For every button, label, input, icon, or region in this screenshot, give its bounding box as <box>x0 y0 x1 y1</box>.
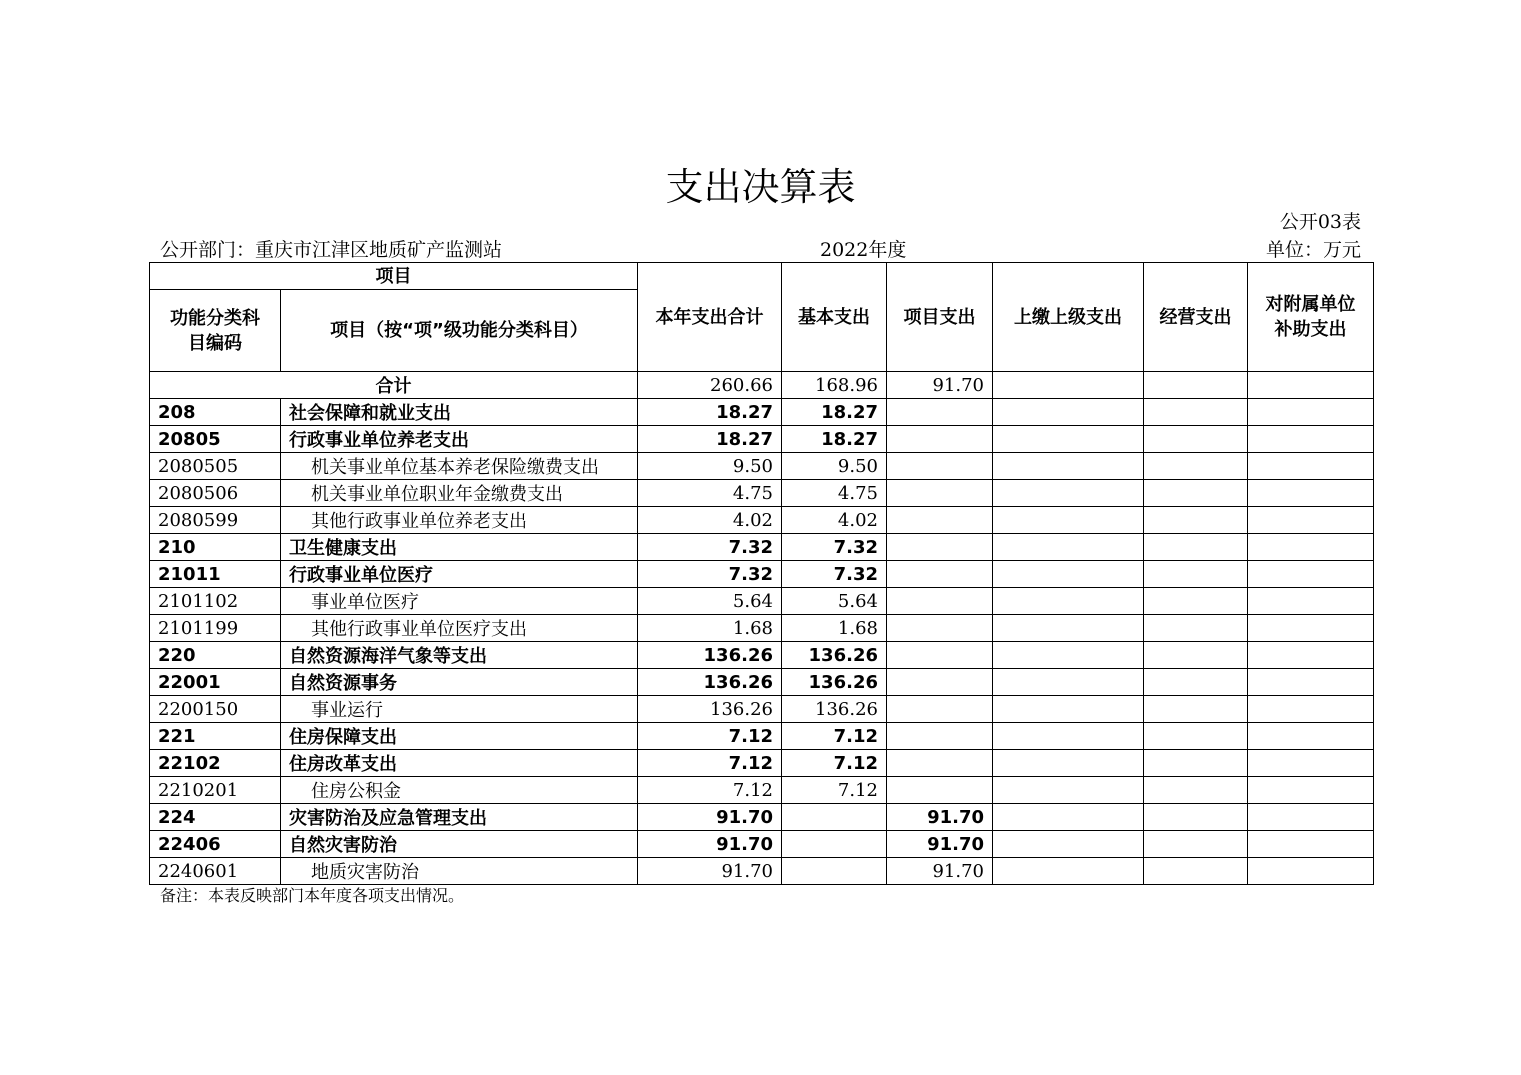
table-row <box>150 669 1374 696</box>
total-label: 合计 <box>150 372 638 399</box>
total-row <box>150 372 1374 399</box>
cell-code: 22001 <box>150 669 281 696</box>
cell-item-name: 自然资源事务 <box>281 669 638 696</box>
header-total: 本年支出合计 <box>638 263 782 372</box>
cell-subsidy <box>1248 588 1374 615</box>
cell-total: 7.12 <box>638 750 782 777</box>
cell-item-name: 社会保障和就业支出 <box>281 399 638 426</box>
cell-item-name: 事业单位医疗 <box>281 588 638 615</box>
cell-code: 2080505 <box>150 453 281 480</box>
cell-upper <box>993 588 1144 615</box>
cell-project <box>887 750 993 777</box>
year-label: 2022年度 <box>820 239 907 261</box>
cell-basic: 18.27 <box>782 399 887 426</box>
table-row <box>150 804 1374 831</box>
cell-code: 224 <box>150 804 281 831</box>
cell-subsidy <box>1248 669 1374 696</box>
cell-project <box>887 453 993 480</box>
cell-basic: 7.12 <box>782 723 887 750</box>
table-row <box>150 615 1374 642</box>
cell-code: 2200150 <box>150 696 281 723</box>
cell-subsidy <box>1248 723 1374 750</box>
cell-total: 136.26 <box>638 696 782 723</box>
cell-business <box>1144 588 1248 615</box>
table-row <box>150 831 1374 858</box>
header-basic: 基本支出 <box>782 263 887 372</box>
cell-project <box>887 399 993 426</box>
cell-total: 91.70 <box>638 858 782 885</box>
cell-subsidy <box>1248 480 1374 507</box>
cell-total: 4.02 <box>638 507 782 534</box>
cell-upper <box>993 777 1144 804</box>
cell-upper <box>993 399 1144 426</box>
header-business: 经营支出 <box>1144 263 1248 372</box>
cell-basic: 7.12 <box>782 750 887 777</box>
cell-total: 136.26 <box>638 642 782 669</box>
cell-basic: 136.26 <box>782 642 887 669</box>
total-basic: 168.96 <box>782 372 887 399</box>
cell-total: 18.27 <box>638 426 782 453</box>
cell-project <box>887 480 993 507</box>
cell-item-name: 住房公积金 <box>281 777 638 804</box>
cell-code: 2080599 <box>150 507 281 534</box>
cell-total: 18.27 <box>638 399 782 426</box>
cell-code: 2101199 <box>150 615 281 642</box>
cell-upper <box>993 561 1144 588</box>
table-row <box>150 561 1374 588</box>
cell-subsidy <box>1248 534 1374 561</box>
cell-item-name: 行政事业单位养老支出 <box>281 426 638 453</box>
table-row <box>150 696 1374 723</box>
cell-subsidy <box>1248 615 1374 642</box>
cell-total: 7.32 <box>638 534 782 561</box>
cell-basic: 4.02 <box>782 507 887 534</box>
cell-upper <box>993 750 1144 777</box>
cell-project: 91.70 <box>887 804 993 831</box>
cell-total: 136.26 <box>638 669 782 696</box>
cell-upper <box>993 426 1144 453</box>
table-row <box>150 723 1374 750</box>
cell-total: 1.68 <box>638 615 782 642</box>
cell-item-name: 灾害防治及应急管理支出 <box>281 804 638 831</box>
cell-business <box>1144 615 1248 642</box>
cell-project <box>887 696 993 723</box>
cell-code: 220 <box>150 642 281 669</box>
header-subsidy: 对附属单位补助支出 <box>1248 263 1374 372</box>
cell-item-name: 事业运行 <box>281 696 638 723</box>
cell-subsidy <box>1248 561 1374 588</box>
cell-subsidy <box>1248 453 1374 480</box>
cell-business <box>1144 453 1248 480</box>
cell-subsidy <box>1248 804 1374 831</box>
cell-business <box>1144 507 1248 534</box>
cell-upper <box>993 831 1144 858</box>
cell-total: 5.64 <box>638 588 782 615</box>
cell-item-name: 住房保障支出 <box>281 723 638 750</box>
cell-basic: 9.50 <box>782 453 887 480</box>
table-row <box>150 777 1374 804</box>
cell-total: 7.12 <box>638 723 782 750</box>
cell-total: 7.12 <box>638 777 782 804</box>
cell-upper <box>993 696 1144 723</box>
cell-subsidy <box>1248 426 1374 453</box>
cell-business <box>1144 750 1248 777</box>
cell-basic: 5.64 <box>782 588 887 615</box>
header-item-name: 项目（按“项”级功能分类科目） <box>281 290 638 372</box>
footnote: 备注：本表反映部门本年度各项支出情况。 <box>160 886 465 905</box>
cell-code: 22102 <box>150 750 281 777</box>
unit-label: 单位：万元 <box>1265 239 1361 261</box>
cell-business <box>1144 831 1248 858</box>
cell-upper <box>993 480 1144 507</box>
cell-project: 91.70 <box>887 831 993 858</box>
cell-upper <box>993 507 1144 534</box>
cell-code: 210 <box>150 534 281 561</box>
header-item-group: 项目 <box>150 263 638 290</box>
cell-project <box>887 777 993 804</box>
table-row <box>150 750 1374 777</box>
cell-upper <box>993 534 1144 561</box>
header-code: 功能分类科目编码 <box>150 290 281 372</box>
table-row <box>150 480 1374 507</box>
cell-total: 91.70 <box>638 804 782 831</box>
cell-total: 4.75 <box>638 480 782 507</box>
table-row <box>150 453 1374 480</box>
cell-total: 9.50 <box>638 453 782 480</box>
cell-project <box>887 615 993 642</box>
cell-basic: 18.27 <box>782 426 887 453</box>
cell-business <box>1144 723 1248 750</box>
cell-item-name: 机关事业单位职业年金缴费支出 <box>281 480 638 507</box>
cell-basic <box>782 804 887 831</box>
cell-code: 2240601 <box>150 858 281 885</box>
cell-code: 208 <box>150 399 281 426</box>
form-number: 公开03表 <box>1279 211 1361 233</box>
cell-code: 2101102 <box>150 588 281 615</box>
cell-business <box>1144 642 1248 669</box>
cell-subsidy <box>1248 777 1374 804</box>
cell-basic: 1.68 <box>782 615 887 642</box>
cell-code: 22406 <box>150 831 281 858</box>
cell-subsidy <box>1248 696 1374 723</box>
cell-project <box>887 534 993 561</box>
cell-basic: 136.26 <box>782 696 887 723</box>
cell-business <box>1144 561 1248 588</box>
cell-business <box>1144 399 1248 426</box>
cell-basic: 4.75 <box>782 480 887 507</box>
cell-basic <box>782 831 887 858</box>
cell-total: 91.70 <box>638 831 782 858</box>
cell-upper <box>993 642 1144 669</box>
cell-project <box>887 588 993 615</box>
cell-upper <box>993 804 1144 831</box>
cell-code: 221 <box>150 723 281 750</box>
cell-item-name: 机关事业单位基本养老保险缴费支出 <box>281 453 638 480</box>
cell-subsidy <box>1248 750 1374 777</box>
cell-code: 21011 <box>150 561 281 588</box>
cell-business <box>1144 696 1248 723</box>
table-row <box>150 588 1374 615</box>
cell-project <box>887 723 993 750</box>
cell-item-name: 其他行政事业单位养老支出 <box>281 507 638 534</box>
header-upper: 上缴上级支出 <box>993 263 1144 372</box>
cell-upper <box>993 723 1144 750</box>
expenditure-table <box>149 262 1374 885</box>
cell-code: 20805 <box>150 426 281 453</box>
cell-item-name: 住房改革支出 <box>281 750 638 777</box>
cell-business <box>1144 426 1248 453</box>
department-label: 公开部门：重庆市江津区地质矿产监测站 <box>160 239 503 261</box>
table-row <box>150 507 1374 534</box>
cell-business <box>1144 534 1248 561</box>
cell-item-name: 行政事业单位医疗 <box>281 561 638 588</box>
cell-business <box>1144 804 1248 831</box>
cell-item-name: 地质灾害防治 <box>281 858 638 885</box>
cell-item-name: 自然资源海洋气象等支出 <box>281 642 638 669</box>
cell-basic <box>782 858 887 885</box>
cell-item-name: 自然灾害防治 <box>281 831 638 858</box>
cell-subsidy <box>1248 507 1374 534</box>
table-row <box>150 399 1374 426</box>
cell-item-name: 其他行政事业单位医疗支出 <box>281 615 638 642</box>
page-title: 支出决算表 <box>665 165 856 209</box>
cell-upper <box>993 615 1144 642</box>
cell-subsidy <box>1248 858 1374 885</box>
cell-code: 2080506 <box>150 480 281 507</box>
cell-subsidy <box>1248 399 1374 426</box>
cell-business <box>1144 777 1248 804</box>
total-amount: 260.66 <box>638 372 782 399</box>
cell-business <box>1144 858 1248 885</box>
header-project: 项目支出 <box>887 263 993 372</box>
cell-basic: 136.26 <box>782 669 887 696</box>
table-row <box>150 534 1374 561</box>
cell-subsidy <box>1248 831 1374 858</box>
cell-project <box>887 669 993 696</box>
cell-basic: 7.12 <box>782 777 887 804</box>
table-row <box>150 858 1374 885</box>
cell-basic: 7.32 <box>782 561 887 588</box>
cell-project: 91.70 <box>887 858 993 885</box>
total-project: 91.70 <box>887 372 993 399</box>
cell-project <box>887 561 993 588</box>
cell-upper <box>993 453 1144 480</box>
total-business <box>1144 372 1248 399</box>
cell-subsidy <box>1248 642 1374 669</box>
cell-project <box>887 642 993 669</box>
table-row <box>150 642 1374 669</box>
cell-project <box>887 507 993 534</box>
total-upper <box>993 372 1144 399</box>
cell-business <box>1144 669 1248 696</box>
cell-basic: 7.32 <box>782 534 887 561</box>
cell-total: 7.32 <box>638 561 782 588</box>
cell-code: 2210201 <box>150 777 281 804</box>
table-row <box>150 426 1374 453</box>
cell-business <box>1144 480 1248 507</box>
total-subsidy <box>1248 372 1374 399</box>
cell-upper <box>993 858 1144 885</box>
cell-project <box>887 426 993 453</box>
cell-upper <box>993 669 1144 696</box>
cell-item-name: 卫生健康支出 <box>281 534 638 561</box>
